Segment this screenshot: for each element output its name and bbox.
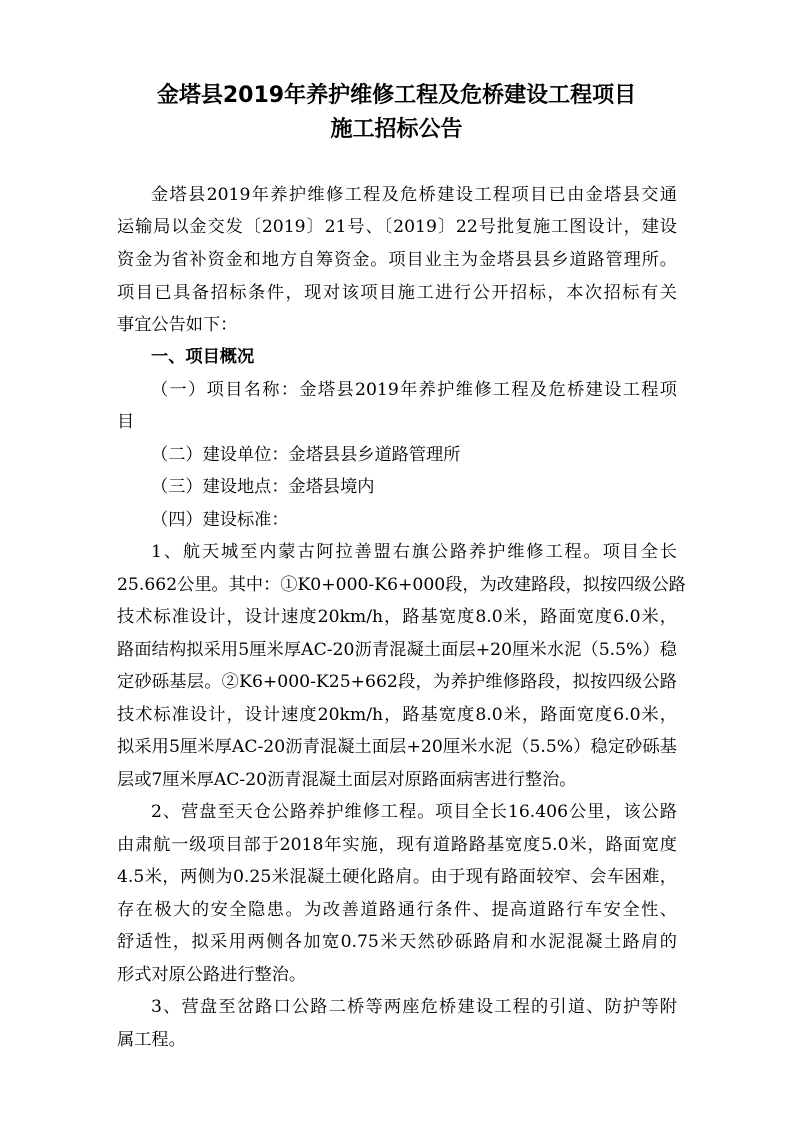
intro-line: 事宜公告如下： bbox=[117, 315, 238, 335]
item-line: （一）项目名称：金塔县2019年养护维修工程及危桥建设工程项 bbox=[151, 380, 677, 400]
item-line: 目 bbox=[117, 412, 135, 432]
standard-line: 3、营盘至岔路口公路二桥等两座危桥建设工程的引道、防护等附 bbox=[151, 997, 677, 1017]
intro-line: 资金为省补资金和地方自筹资金。项目业主为金塔县县乡道路管理所。 bbox=[117, 250, 677, 270]
document-title-line1: 金塔县2019年养护维修工程及危桥建设工程项目 bbox=[156, 83, 637, 108]
standard-line: 属工程。 bbox=[117, 1030, 186, 1050]
standard-line: 舒适性，拟采用两侧各加宽0.75米天然砂砾路肩和水泥混凝土路肩的 bbox=[117, 932, 677, 952]
standard-line: 技术标准设计，设计速度20km/h，路基宽度8.0米，路面宽度6.0米， bbox=[117, 607, 677, 627]
standard-line: 由肃航一级项目部于2018年实施，现有道路路基宽度5.0米，路面宽度 bbox=[117, 835, 677, 855]
standard-line: 4.5米，两侧为0.25米混凝土硬化路肩。由于现有路面较窄、会车困难， bbox=[117, 867, 677, 887]
standard-line: 层或7厘米厚AC-20沥青混凝土面层对原路面病害进行整治。 bbox=[117, 770, 577, 790]
standard-line: 2、营盘至天仓公路养护维修工程。项目全长16.406公里，该公路 bbox=[151, 802, 677, 822]
standard-line: 1、航天城至内蒙古阿拉善盟右旗公路养护维修工程。项目全长 bbox=[151, 542, 677, 562]
item-line: （四）建设标准： bbox=[151, 510, 289, 530]
section-heading: 一、项目概况 bbox=[151, 347, 255, 367]
item-line: （三）建设地点：金塔县境内 bbox=[151, 477, 375, 497]
intro-line: 运输局以金交发〔2019〕21号、〔2019〕22号批复施工图设计，建设 bbox=[117, 217, 677, 237]
standard-line: 形式对原公路进行整治。 bbox=[117, 965, 307, 985]
standard-line: 存在极大的安全隐患。为改善道路通行条件、提高道路行车安全性、 bbox=[117, 900, 677, 920]
standard-line: 25.662公里。其中：①K0+000-K6+000段，为改建路段，拟按四级公路 bbox=[117, 575, 686, 595]
document-title-line2: 施工招标公告 bbox=[330, 117, 463, 142]
standard-line: 技术标准设计，设计速度20km/h，路基宽度8.0米，路面宽度6.0米， bbox=[117, 705, 677, 725]
standard-line: 拟采用5厘米厚AC-20沥青混凝土面层+20厘米水泥（5.5%）稳定砂砾基 bbox=[117, 737, 677, 757]
standard-line: 路面结构拟采用5厘米厚AC-20沥青混凝土面层+20厘米水泥（5.5%）稳 bbox=[117, 640, 677, 660]
intro-line: 项目已具备招标条件，现对该项目施工进行公开招标，本次招标有关 bbox=[117, 283, 677, 303]
intro-line: 金塔县2019年养护维修工程及危桥建设工程项目已由金塔县交通 bbox=[151, 185, 677, 205]
standard-line: 定砂砾基层。②K6+000-K25+662段，为养护维修路段，拟按四级公路 bbox=[117, 672, 677, 692]
item-line: （二）建设单位：金塔县县乡道路管理所 bbox=[151, 445, 461, 465]
